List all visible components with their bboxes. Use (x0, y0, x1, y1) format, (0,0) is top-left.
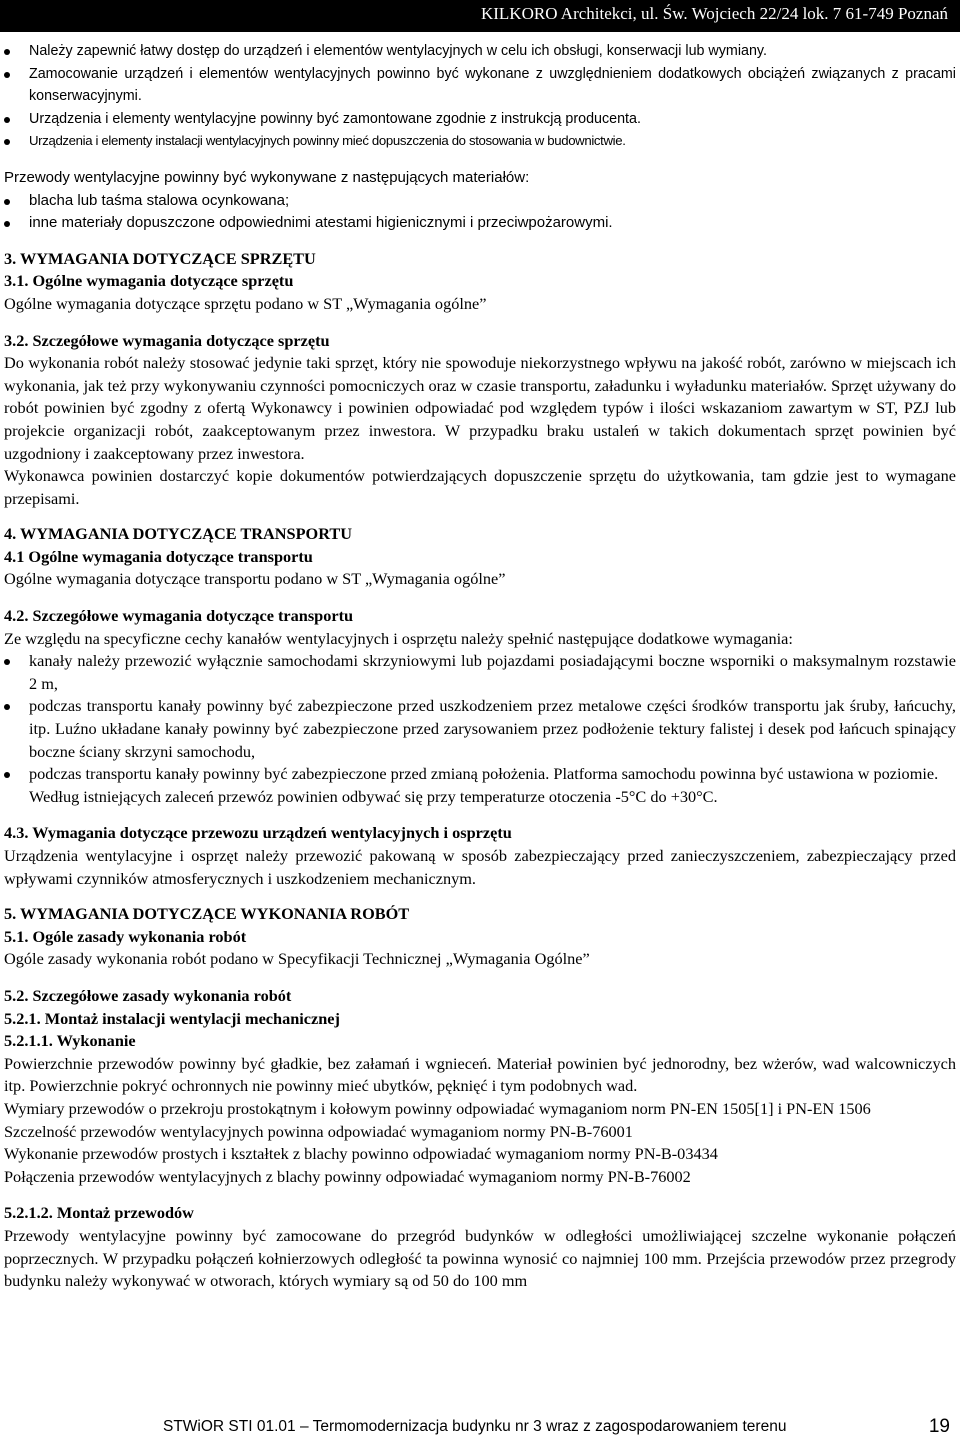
section-title-5-2-1-1: 5.2.1.1. Wykonanie (4, 1031, 136, 1051)
section-title-3-1: 3.1. Ogólne wymagania dotyczące sprzętu (4, 271, 294, 291)
section-text-5-2-1-2: Przewody wentylacyjne powinny być zamocowane do przegród budynków w odległości umożliwiającej szczelne wykonanie połączeń poprzecznych. W przypadku połączeń kołnierzowych odległość ta powinna wynosić co najmniej 100 mm. Przejścia przewodów przez przegrody budynku należy wykonywać w otworach, których wymiary są od 50 do 100 mm (4, 1225, 956, 1291)
section-text-5-2-1-1-b: Wymiary przewodów o przekroju prostokątnym i kołowym powinny odpowiadać wymaganiom norm PN-EN 1505[1] i PN-EN 1506 (4, 1098, 871, 1118)
section-title-3-2: 3.2. Szczegółowe wymagania dotyczące sprzętu (4, 330, 330, 350)
page-number: 19 (928, 1416, 950, 1437)
section-title-5: 5. WYMAGANIA DOTYCZĄCE WYKONANIA ROBÓT (4, 904, 410, 924)
page-header (0, 0, 960, 32)
materials-list (4, 190, 956, 235)
list-item: Zamocowanie urządzeń i elementów wentylacyjnych powinno być wykonane z uwzględnieniem dodatkowych obciążeń związanych z pracami konserwacyjnymi. (4, 63, 956, 108)
section-text-4-1: Ogólne wymagania dotyczące transportu podano w ST „Wymagania ogólne” (4, 569, 506, 589)
page-footer (0, 1418, 960, 1438)
section-lead-4-2: Ze względu na specyficzne cechy kanałów wentylacyjnych i osprzętu należy spełnić następujące dodatkowe wymagania: (4, 628, 793, 648)
section-text-3-2-a: Do wykonania robót należy stosować jedynie taki sprzęt, który nie spowoduje niekorzystnego wpływu na jakość robót, zarówno w miejscach ich wykonania, jak też przy wykonywaniu czynności pomocniczych oraz w czasie transportu, załadunku i wyładunku materiałów. Sprzęt używany do robót powinien być zgodny z ofertą Wykonawcy i powinien odpowiadać pod względem typów i ilości wskazaniom zawartym w ST, PZJ lub projekcie organizacji robót, zaakceptowanym przez inwestora. W przypadku braku ustaleń w takich dokumentach sprzęt powinien być uzgodniony i zaakceptowany przez inwestora. (4, 353, 956, 463)
section-title-4-1: 4.1 Ogólne wymagania dotyczące transportu (4, 546, 313, 566)
materials-lead: Przewody wentylacyjne powinny być wykonywane z następujących materiałów: (4, 168, 530, 186)
list-item: inne materiały dopuszczone odpowiednimi atestami higienicznymi i przeciwpożarowymi. (4, 212, 956, 235)
section-title-5-2: 5.2. Szczegółowe zasady wykonania robót (4, 985, 292, 1005)
section-title-5-2-1-2: 5.2.1.2. Montaż przewodów (4, 1203, 194, 1223)
list-item: Należy zapewnić łatwy dostęp do urządzeń i elementów wentylacyjnych w celu ich obsługi, konserwacji lub wymiany. (4, 40, 956, 63)
document-body (4, 40, 956, 1293)
intro-bullet-list (4, 40, 956, 153)
section-text-5-2-1-1-c: Szczelność przewodów wentylacyjnych powinna odpowiadać wymaganiom normy PN-B-76001 (4, 1121, 633, 1141)
section-text-3-1: Ogólne wymagania dotyczące sprzętu podano w ST „Wymagania ogólne” (4, 293, 487, 313)
list-item: Urządzenia i elementy instalacji wentylacyjnych powinny mieć dopuszczenia do stosowania w budownictwie. (4, 130, 956, 153)
transport-requirements-list (4, 650, 956, 786)
temperature-note: Według istniejących zaleceń przewóz powinien odbywać się przy temperaturze otoczenia -5°C do +30°C. (29, 786, 718, 806)
footer-text: STWiOR STI 01.01 – Termomodernizacja budynku nr 3 wraz z zagospodarowaniem terenu (163, 1418, 787, 1435)
list-item: podczas transportu kanały powinny być zabezpieczone przed uszkodzeniem przez metalowe części środków transportu jak śruby, łańcuchy, itp. Luźno układane kanały powinny być zabezpieczone przed zarysowaniem przez podłożenie tektury falistej i desek pod łańcuch spinający boczne ściany skrzyni samochodu, (4, 695, 956, 763)
list-item: Urządzenia i elementy wentylacyjne powinny być zamontowane zgodnie z instrukcją producenta. (4, 108, 956, 131)
section-title-5-2-1: 5.2.1. Montaż instalacji wentylacji mechanicznej (4, 1008, 340, 1028)
section-title-4-2: 4.2. Szczegółowe wymagania dotyczące transportu (4, 606, 354, 626)
section-title-3: 3. WYMAGANIA DOTYCZĄCE SPRZĘTU (4, 248, 316, 268)
list-item: podczas transportu kanały powinny być zabezpieczone przed zmianą położenia. Platforma samochodu powinna być ustawiona w poziomie. (4, 763, 956, 786)
section-text-4-3: Urządzenia wentylacyjne i osprzęt należy przewozić pakowaną w sposób zabezpieczający przed zanieczyszczeniem, zabezpieczający przed wpływami czynników atmosferycznych i uszkodzeniem mechanicznym. (4, 846, 956, 888)
section-text-3-2-b: Wykonawca powinien dostarczyć kopie dokumentów potwierdzających dopuszczenie sprzętu do użytkowania, tam gdzie jest to wymagane przepisami. (4, 466, 956, 508)
section-text-5-2-1-1-e: Połączenia przewodów wentylacyjnych z blachy powinny odpowiadać wymaganiom normy PN-B-76002 (4, 1166, 691, 1186)
section-title-4: 4. WYMAGANIA DOTYCZĄCE TRANSPORTU (4, 524, 353, 544)
section-text-5-1: Ogóle zasady wykonania robót podano w Specyfikacji Technicznej „Wymagania Ogólne” (4, 949, 590, 969)
section-text-5-2-1-1-a: Powierzchnie przewodów powinny być gładkie, bez załamań i wgnieceń. Materiał powinien być jednorodny, bez wżerów, wad walcowniczych itp. Powierzchnie pokryć ochronnych nie powinny mieć ubytków, pęknięć i tym podobnych wad. (4, 1053, 956, 1096)
section-title-5-1: 5.1. Ogóle zasady wykonania robót (4, 926, 247, 946)
list-item: kanały należy przewozić wyłącznie samochodami skrzyniowymi lub pojazdami posiadającymi boczne wsporniki o maksymalnym rozstawie 2 m, (4, 650, 956, 695)
section-title-4-3: 4.3. Wymagania dotyczące przewozu urządzeń wentylacyjnych i osprzętu (4, 823, 512, 843)
section-text-5-2-1-1-d: Wykonanie przewodów prostych i kształtek z blachy powinno odpowiadać wymaganiom normy PN-B-03434 (4, 1144, 718, 1164)
header-text: KILKORO Architekci, ul. Św. Wojciech 22/24 lok. 7 61-749 Poznań (480, 4, 948, 23)
list-item: blacha lub taśma stalowa ocynkowana; (4, 190, 956, 213)
